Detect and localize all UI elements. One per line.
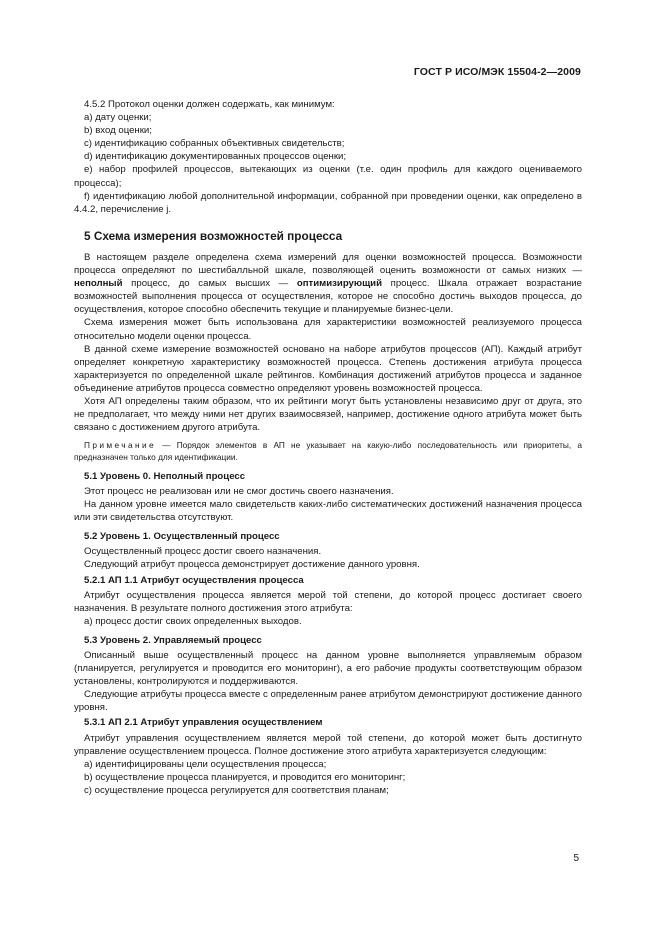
section-5-paragraph-4: Хотя АП определены таким образом, что их рейтинги могут быть установлены независимо друг от друга, это не предполагает, что между ними нет других взаимосвязей, например, достижение одного атрибута может быть связано с достижением другого атрибута. — [74, 395, 582, 434]
list-item: a) дату оценки; — [84, 112, 152, 124]
level-0-paragraph-2: На данном уровне имеется мало свидетельств каких-либо систематических достижений назначения процесса или эти свидетельства отсутствуют. — [74, 499, 582, 524]
text-run: процесс, до самых высших — — [122, 278, 297, 290]
list-item: b) вход оценки; — [84, 125, 152, 137]
list-item: e) набор профилей процессов, вытекающих из оценки (т.е. один профиль для каждого оцениваемого процесса); — [74, 164, 582, 189]
level-2-paragraph-1: Описанный выше осуществленный процесс на данном уровне выполняется управляемым образом (планируется, регулируется и проводится его мониторинг), а его рабочие продукты соответствующим образом установлены, контролируются и поддерживаются. — [74, 649, 582, 688]
list-item: d) идентификацию документированных процессов оценки; — [84, 151, 347, 163]
list-item: c) осуществление процесса регулируется для соответствия планам; — [84, 784, 389, 796]
level-0-title: 5.1 Уровень 0. Неполный процесс — [84, 470, 246, 482]
level-1-paragraph-1: Осуществленный процесс достиг своего назначения. — [84, 546, 322, 558]
note — [74, 440, 582, 464]
note-text: — Порядок элементов в АП не указывает на какую-либо последовательность или приоритеты, а предназначен только для идентификации. — [74, 440, 582, 463]
level-0-paragraph-1: Этот процесс не реализован или не смог достичь своего назначения. — [84, 485, 394, 497]
pa-1-1-title: 5.2.1 АП 1.1 Атрибут осуществления процесса — [84, 574, 304, 586]
section-5-paragraph-3: В данной схеме измерение возможностей основано на наборе атрибутов процессов (АП). Каждый атрибут определяет конкретную характеристику возможностей процесса. Степень достижения атрибута процесса характеризуется по определенной шкале рейтингов. Комбинация достижений атрибутов процесса и заданное объединение атрибутов процесса совместно определяют уровень возможностей процесса. — [74, 343, 582, 394]
list-item: a) процесс достиг своих определенных выходов. — [84, 615, 302, 627]
document-header: ГОСТ Р ИСО/МЭК 15504-2—2009 — [413, 66, 581, 78]
term-optimizing: оптимизирующий — [296, 278, 382, 290]
page-content — [74, 98, 582, 797]
list-item: c) идентификацию собранных объективных свидетельств; — [84, 138, 345, 150]
pa-2-1-title: 5.3.1 АП 2.1 Атрибут управления осуществлением — [84, 717, 323, 729]
page-number: 5 — [573, 853, 579, 864]
level-1-paragraph-2: Следующий атрибут процесса демонстрирует достижение данного уровня. — [84, 559, 420, 571]
list-item: f) идентификацию любой дополнительной информации, собранной при проведении оценки, как определено в 4.4.2, перечисление j. — [74, 190, 582, 215]
list-item: a) идентифицированы цели осуществления процесса; — [84, 758, 327, 770]
clause-4-5-2-intro: 4.5.2 Протокол оценки должен содержать, как минимум: — [84, 99, 335, 110]
text-run: В настоящем разделе определена схема измерений для оценки возможностей процесса. Возможности процесса определяют по шестибалльной шкале, позволяющей оценить возможности от самых низких — — [74, 251, 582, 277]
level-1-title: 5.2 Уровень 1. Осуществленный процесс — [84, 531, 280, 543]
pa-1-1-paragraph: Атрибут осуществления процесса является мерой той степени, до которой процесс достигает своего назначения. В результате полного достижения этого атрибута: — [74, 589, 582, 614]
section-5-title: 5 Схема измерения возможностей процесса — [84, 228, 343, 243]
pa-2-1-paragraph: Атрибут управления осуществлением является мерой той степени, до которой может быть достигнуто управление осуществлением процесса. Полное достижение этого атрибута характеризуется следующим: — [74, 732, 582, 757]
term-incomplete: неполный — [74, 278, 123, 290]
section-5-paragraph-2: Схема измерения может быть использована для характеристики возможностей реализуемого процесса относительно модели оценки процесса. — [74, 317, 582, 342]
section-5-paragraph-1 — [74, 251, 582, 316]
list-item: b) осуществление процесса планируется, и проводится его мониторинг; — [84, 771, 406, 783]
note-label: Примечание — [84, 440, 157, 451]
level-2-paragraph-2: Следующие атрибуты процесса вместе с определенным ранее атрибутом демонстрируют достижение данного уровня. — [74, 689, 582, 714]
text-run: процесс. Шкала отражает возрастание возможностей выполнения процесса от осуществления, которое не способно достичь выходов процесса, до осуществления, которое способно обеспечить текущие и планируемые бизнес-цели. — [74, 278, 582, 316]
level-2-title: 5.3 Уровень 2. Управляемый процесс — [84, 634, 262, 646]
